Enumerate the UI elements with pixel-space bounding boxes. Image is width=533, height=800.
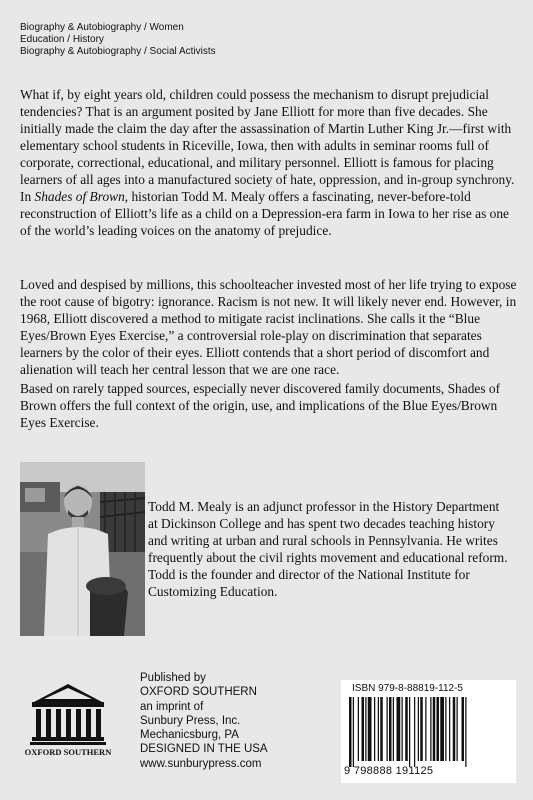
category-item: Biography & Autobiography / Women — [20, 22, 184, 33]
publisher-logo — [24, 680, 112, 758]
book-title-italic: Shades of Brown — [34, 189, 125, 204]
publisher-info — [140, 671, 268, 771]
publisher-line: Sunbury Press, Inc. — [140, 714, 241, 727]
author-bio: Todd M. Mealy is an adjunct professor in the History Department at Dickinson College and has spent two decades teaching history and writing at urban and rural schools in Pennsylvania. He writes frequently about the civil rights movement and educational reform. Todd is the founder and director of the National Institute for Customizing Education. — [148, 499, 508, 599]
category-list — [20, 22, 216, 58]
paragraph-text: , historian Todd M. Mealy offers a fascinating, never-before-told reconstruction of Elliott’s life as a child on a Depression-era farm in Iowa to her rise as one of the world’s leading voices on the anatomy of prejudice. — [20, 189, 509, 238]
barcode-icon — [349, 697, 509, 767]
paragraph-text: What if, by eight years old, children could possess the mechanism to disrupt prejudicial tendencies? That is an argument posited by Jane Elliott for more than five decades. She initially made the claim the day after the assassination of Martin Luther King Jr.—first with elementary school students in Riceville, Iowa, then with adults in seminar rooms full of corporate, correctional, educational, and military personnel. Elliott is famous for placing learners of all ages into a manufactured society of hate, oppression, and in-group synchrony. In — [20, 87, 515, 204]
publisher-line: DESIGNED IN THE USA — [140, 743, 268, 756]
isbn-label: ISBN 979-8-88819-112-5 — [352, 683, 463, 694]
barcode-digits: 9 798888 191125 — [344, 765, 434, 777]
publisher-line: Mechanicsburg, PA — [140, 729, 239, 742]
publisher-line: an imprint of — [140, 700, 204, 713]
publisher-line: Published by — [140, 672, 206, 684]
publisher-website-link[interactable]: www.sunburypress.com — [140, 757, 262, 770]
author-photo — [20, 462, 145, 636]
author-photo-illustration — [20, 462, 145, 636]
category-item: Biography & Autobiography / Social Activists — [20, 46, 216, 57]
category-item: Education / History — [20, 34, 104, 45]
description-paragraph-2: Loved and despised by millions, this schoolteacher invested most of her life trying to expose the root cause of bigotry: ignorance. Racism is not new. It will likely never end. However, in 1968, Elliott discovered a method to mitigate racist inclinations. She calls it the “Blue Eyes/Brown Eyes Exercise,” a controversial role-play on discrimination that separates learners by the color of their eyes. Elliott contends that a short period of discomfort and alienation will teach her central lesson that we are one race. — [20, 277, 517, 377]
publisher-logo-text: OXFORD SOUTHERN — [24, 747, 112, 757]
barcode-panel — [341, 680, 516, 783]
description-paragraph-3: Based on rarely tapped sources, especially never discovered family documents, Shades of Brown offers the full context of the origin, use, and implications of the Blue Eyes/Brown Eyes Exercise. — [20, 381, 501, 430]
publisher-line: OXFORD SOUTHERN — [140, 686, 257, 699]
description-paragraph-1 — [20, 86, 518, 239]
